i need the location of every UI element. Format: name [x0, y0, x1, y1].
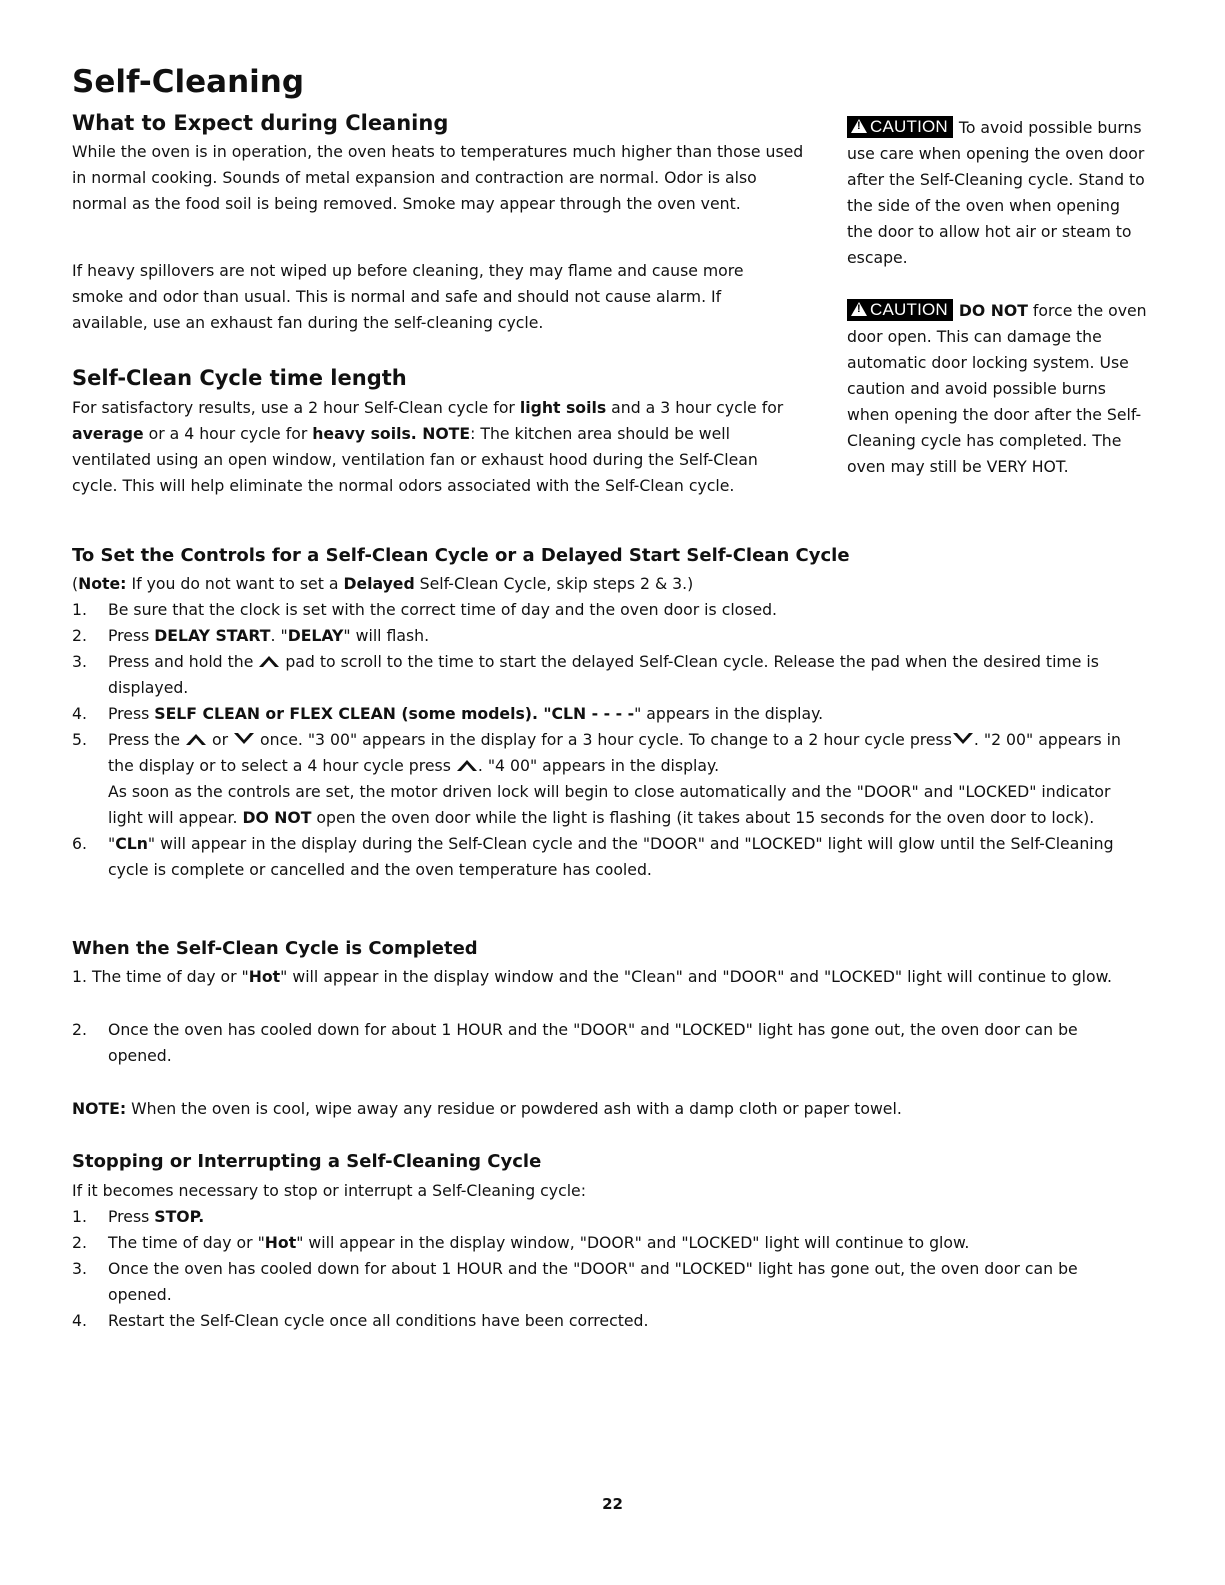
stopping-steps [72, 1204, 1142, 1334]
list-item: 2. Once the oven has cooled down for about 1 HOUR and the "DOOR" and "LOCKED" light has gone out, the oven door can be opened. [72, 1020, 1078, 1065]
cycle-length-paragraph: For satisfactory results, use a 2 hour Self-Clean cycle for light soils and a 3 hour cycle for average or a 4 hour cycle for heavy soils. NOTE: The kitchen area should be well ventilated using an open window, ventilation fan or exhaust hood during the Self-Clean cycle. This will help eliminate the normal odors associated with the Self-Clean cycle. [72, 398, 784, 495]
completed-steps [72, 1017, 1142, 1069]
expect-paragraph-2: If heavy spillovers are not wiped up before cleaning, they may flame and cause more smoke and odor than usual. This is normal and safe and should not cause alarm. If available, use an exhaust fan during the self-cleaning cycle. [72, 261, 744, 332]
list-item: 5. Press the or once. "3 00" appears in the display for a 3 hour cycle. To change to a 2 hour cycle press . "2 00" appears in the display or to select a 4 hour cycle press . "4 00" appears in the display. As soon as the controls are set, the motor driven lock will begin to close automatically and the "DOOR" and "LOCKED" indicator light will appear. DO NOT open the oven door while the light is flashing (it takes about 15 seconds for the oven door to lock). [72, 730, 1121, 827]
completed-item-1: 1. The time of day or "Hot" will appear in the display window and the "Clean" and "DOOR" and "LOCKED" light will continue to glow. [72, 967, 1113, 986]
up-arrow-pad-icon [456, 758, 478, 772]
page-title: Self-Cleaning [72, 64, 305, 100]
list-item: 2. The time of day or "Hot" will appear in the display window, "DOOR" and "LOCKED" light will continue to glow. [72, 1233, 970, 1252]
cycle-length-heading: Self-Clean Cycle time length [72, 366, 407, 390]
down-arrow-pad-icon [952, 732, 974, 746]
list-item: 4. Restart the Self-Clean cycle once all conditions have been corrected. [72, 1311, 649, 1330]
up-arrow-pad-icon [258, 654, 280, 668]
set-controls-note: (Note: If you do not want to set a Delayed Self-Clean Cycle, skip steps 2 & 3.) [72, 574, 694, 593]
list-item: 3. Once the oven has cooled down for about 1 HOUR and the "DOOR" and "LOCKED" light has gone out, the oven door can be opened. [72, 1259, 1078, 1304]
stopping-heading: Stopping or Interrupting a Self-Cleaning Cycle [72, 1151, 542, 1172]
list-item: 1. Press STOP. [72, 1207, 205, 1226]
caution-badge: !CAUTION [847, 299, 953, 321]
stopping-intro: If it becomes necessary to stop or interrupt a Self-Cleaning cycle: [72, 1181, 586, 1200]
list-item: 2. Press DELAY START. "DELAY" will flash. [72, 626, 430, 645]
expect-heading: What to Expect during Cleaning [72, 111, 449, 135]
caution-note-1: !CAUTION To avoid possible burns use care when opening the oven door after the Self-Cleaning cycle. Stand to the side of the oven when opening the door to allow hot air or steam to escape. [847, 115, 1147, 271]
completed-note: NOTE: When the oven is cool, wipe away any residue or powdered ash with a damp cloth or paper towel. [72, 1099, 902, 1118]
down-arrow-pad-icon [233, 732, 255, 746]
expect-paragraph-1: While the oven is in operation, the oven heats to temperatures much higher than those used in normal cooking. Sounds of metal expansion and contraction are normal. Odor is also normal as the food soil is being removed. Smoke may appear through the oven vent. [72, 142, 804, 213]
caution-note-2: !CAUTION DO NOT force the oven door open. This can damage the automatic door locking system. Use caution and avoid possible burns when opening the door after the Self-Cleaning cycle has completed. The oven may still be VERY HOT. [847, 298, 1147, 480]
set-controls-heading: To Set the Controls for a Self-Clean Cycle or a Delayed Start Self-Clean Cycle [72, 545, 850, 566]
caution-badge: !CAUTION [847, 116, 953, 138]
list-item: 4. Press SELF CLEAN or FLEX CLEAN (some models). "CLN - - - -" appears in the display. [72, 704, 824, 723]
list-item: 6. "CLn" will appear in the display during the Self-Clean cycle and the "DOOR" and "LOCKED" light will glow until the Self-Cleaning cycle is complete or cancelled and the oven temperature has cooled. [72, 834, 1114, 879]
up-arrow-pad-icon [185, 732, 207, 746]
list-item: 3. Press and hold the pad to scroll to the time to start the delayed Self-Clean cycle. Release the pad when the desired time is displayed. [72, 652, 1099, 697]
list-item: 1. Be sure that the clock is set with the correct time of day and the oven door is closed. [72, 600, 778, 619]
warning-triangle-icon [851, 302, 867, 316]
page-number: 22 [602, 1495, 623, 1513]
warning-triangle-icon [851, 119, 867, 133]
completed-heading: When the Self-Clean Cycle is Completed [72, 938, 478, 959]
set-controls-steps [72, 597, 1142, 883]
